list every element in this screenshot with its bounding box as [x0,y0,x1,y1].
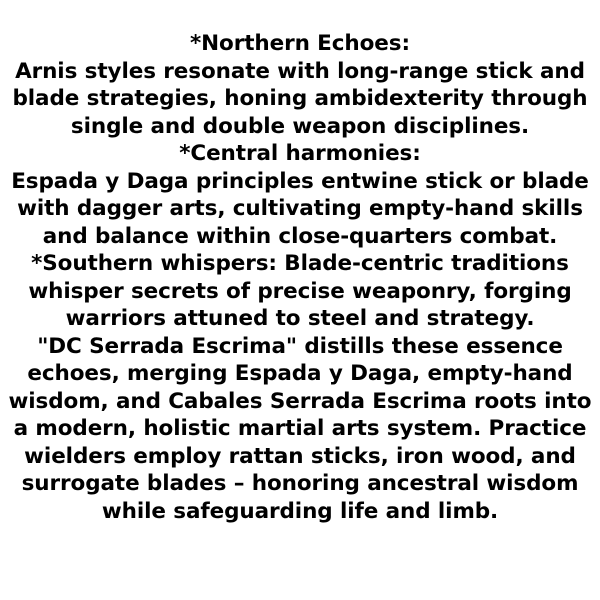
paragraph-northern-echoes-heading: *Northern Echoes: [190,31,410,56]
paragraph-southern-whispers: *Southern whispers: Blade-centric traditions whisper secrets of precise weaponry, forging warriors attuned to steel and strategy. [28,251,572,332]
document-text-block [8,30,592,525]
paragraph-central-harmonies-heading: *Central harmonies: [179,141,421,167]
paragraph-dc-serrada-escrima: "DC Serrada Escrima" distills these essence echoes, merging Espada y Daga, empty-hand wisdom, and Cabales Serrada Escrima roots into a modern, holistic martial arts system. Practice wielders employ rattan sticks, iron wood, and surrogate blades – honoring ancestral wisdom while safeguarding life and limb. [8,333,592,524]
paragraph-central-harmonies-body: Espada y Daga principles entwine stick or blade with dagger arts, cultivating empty-hand skills and balance within close-quarters combat. [11,168,589,249]
paragraph-northern-echoes-body: Arnis styles resonate with long-range stick and blade strategies, honing ambidexterity through single and double weapon disciplines. [12,58,588,139]
